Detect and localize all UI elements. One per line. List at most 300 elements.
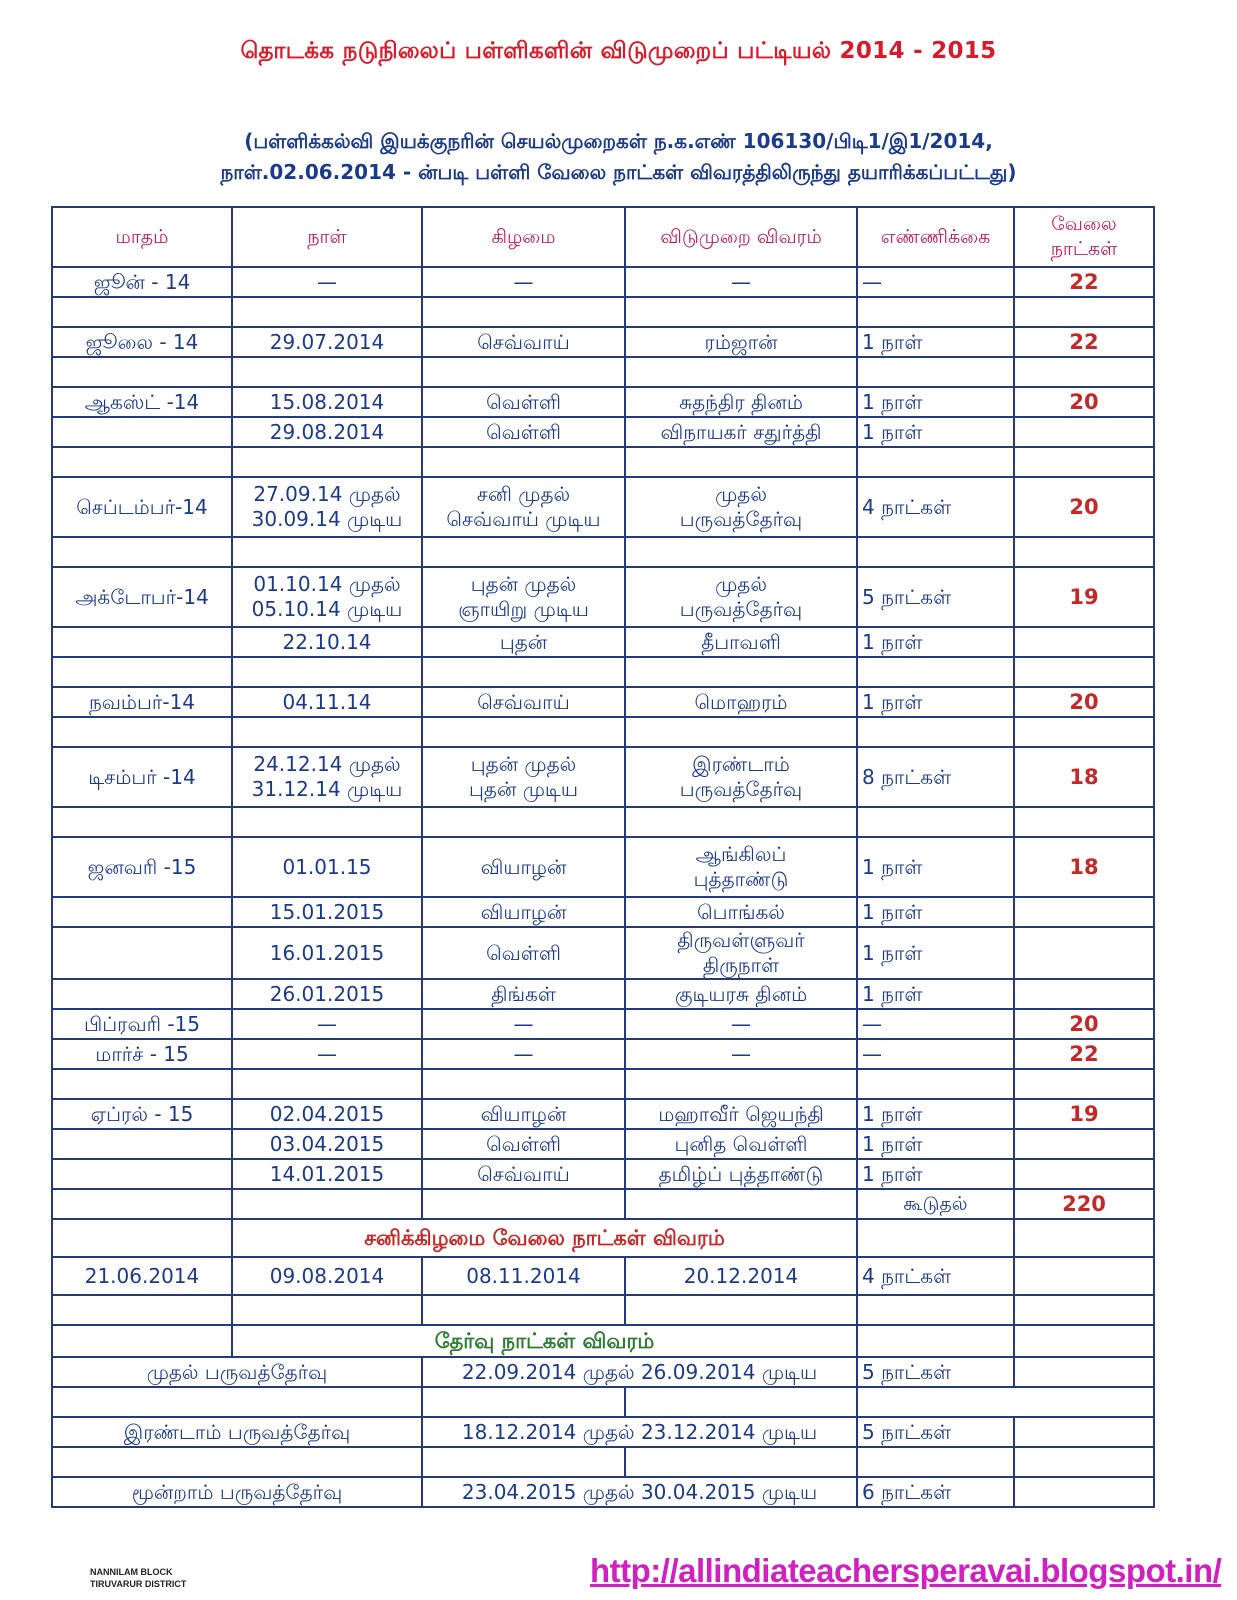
table-row — [52, 837, 1154, 897]
date-cell — [232, 807, 422, 837]
day-cell-text: வெள்ளி — [486, 1131, 561, 1156]
table-row — [52, 1099, 1154, 1129]
exam-name: மூன்றாம் பருவத்தேர்வு — [52, 1477, 422, 1507]
count-cell — [857, 567, 1014, 627]
month-cell — [52, 627, 232, 657]
count-cell-text: — — [862, 269, 882, 294]
holiday-cell-text-2: புத்தாண்டு — [693, 867, 789, 891]
day-cell-text-2: புதன் முடிய — [469, 777, 578, 801]
day-cell — [422, 1099, 625, 1129]
count-cell-text: 1 நாள் — [862, 389, 923, 414]
table-row — [52, 267, 1154, 297]
count-cell-text: 1 நாள் — [862, 689, 923, 714]
holiday-cell — [625, 717, 857, 747]
holiday-cell — [625, 1099, 857, 1129]
workdays-cell — [1014, 717, 1154, 747]
holiday-cell — [625, 1159, 857, 1189]
saturday-heading: சனிக்கிழமை வேலை நாட்கள் விவரம் — [232, 1219, 857, 1257]
workdays-cell-text: 22 — [1069, 1041, 1099, 1066]
month-cell — [52, 1009, 232, 1039]
workdays-cell — [1014, 747, 1154, 807]
workdays-cell — [1014, 979, 1154, 1009]
workdays-cell — [1014, 387, 1154, 417]
date-cell — [232, 267, 422, 297]
saturday-date: 08.11.2014 — [422, 1257, 625, 1295]
holiday-cell — [625, 897, 857, 927]
exam-row — [52, 1417, 1154, 1447]
holiday-cell — [625, 657, 857, 687]
month-cell — [52, 927, 232, 979]
holiday-cell-text: முதல் — [715, 572, 767, 596]
empty-cell — [422, 1189, 625, 1219]
table-row — [52, 747, 1154, 807]
empty-cell — [625, 1295, 857, 1325]
date-cell-text: 01.01.15 — [282, 854, 372, 879]
count-cell — [857, 627, 1014, 657]
footer-url-link[interactable]: http://allindiateachersperavai.blogspot.in/ — [590, 1552, 1222, 1589]
exams-heading-row — [52, 1325, 1154, 1357]
date-cell — [232, 1159, 422, 1189]
holiday-cell — [625, 537, 857, 567]
day-cell — [422, 417, 625, 447]
exam-count: 5 நாட்கள் — [857, 1417, 1014, 1447]
holiday-cell — [625, 297, 857, 327]
exam-name: இரண்டாம் பருவத்தேர்வு — [52, 1417, 422, 1447]
holiday-cell — [625, 1069, 857, 1099]
header-date: நாள் — [232, 207, 422, 267]
month-cell — [52, 1039, 232, 1069]
count-cell-text: 1 நாள் — [862, 1131, 923, 1156]
empty-cell — [625, 1387, 857, 1417]
workdays-cell — [1014, 1039, 1154, 1069]
workdays-cell — [1014, 897, 1154, 927]
workdays-cell — [1014, 357, 1154, 387]
total-row — [52, 1189, 1154, 1219]
day-cell-text: வியாழன் — [480, 899, 567, 924]
table-row — [52, 447, 1154, 477]
exam-row — [52, 1357, 1154, 1387]
holiday-cell — [625, 687, 857, 717]
footer-organization — [90, 1566, 186, 1590]
workdays-cell — [1014, 657, 1154, 687]
count-cell — [857, 807, 1014, 837]
date-cell-text: 29.08.2014 — [269, 419, 385, 444]
workdays-cell-text: 20 — [1069, 494, 1099, 519]
empty-cell — [857, 1387, 1154, 1417]
date-cell — [232, 327, 422, 357]
table-row — [52, 687, 1154, 717]
holiday-cell — [625, 387, 857, 417]
table-row — [52, 1009, 1154, 1039]
holiday-cell — [625, 567, 857, 627]
table-row — [52, 657, 1154, 687]
holiday-cell-text: முதல் — [715, 482, 767, 506]
day-cell — [422, 979, 625, 1009]
month-cell — [52, 1099, 232, 1129]
month-cell — [52, 417, 232, 447]
holiday-cell-text: தமிழ்ப் புத்தாண்டு — [658, 1161, 824, 1186]
empty-cell — [1014, 1477, 1154, 1507]
empty-cell — [232, 1295, 422, 1325]
table-row — [52, 627, 1154, 657]
date-cell — [232, 897, 422, 927]
count-cell — [857, 267, 1014, 297]
date-cell-text: 14.01.2015 — [269, 1161, 385, 1186]
date-cell — [232, 837, 422, 897]
workdays-cell — [1014, 537, 1154, 567]
table-row — [52, 327, 1154, 357]
month-cell — [52, 537, 232, 567]
day-cell-text: புதன் — [499, 629, 548, 654]
table-row — [52, 897, 1154, 927]
empty-cell — [422, 1447, 625, 1477]
date-cell — [232, 447, 422, 477]
workdays-cell — [1014, 687, 1154, 717]
day-cell — [422, 927, 625, 979]
day-cell-text: திங்கள் — [491, 981, 556, 1006]
day-cell — [422, 477, 625, 537]
day-cell — [422, 327, 625, 357]
count-cell — [857, 1039, 1014, 1069]
table-row — [52, 807, 1154, 837]
day-cell — [422, 537, 625, 567]
workdays-cell — [1014, 1099, 1154, 1129]
workdays-cell — [1014, 1069, 1154, 1099]
date-cell-text: 04.11.14 — [282, 689, 372, 714]
day-cell — [422, 747, 625, 807]
document-title: தொடக்க நடுநிலைப் பள்ளிகளின் விடுமுறைப் பட்டியல் 2014 - 2015 — [240, 38, 997, 64]
table-row — [52, 357, 1154, 387]
total-value: 220 — [1014, 1189, 1154, 1219]
date-cell — [232, 477, 422, 537]
workdays-cell — [1014, 837, 1154, 897]
table-row — [52, 1129, 1154, 1159]
empty-cell — [52, 1387, 422, 1417]
count-cell-text: 1 நாள் — [862, 329, 923, 354]
count-cell-text: 1 நாள் — [862, 629, 923, 654]
holiday-cell — [625, 627, 857, 657]
count-cell — [857, 979, 1014, 1009]
count-cell-text: 1 நாள் — [862, 854, 923, 879]
empty-cell — [422, 1295, 625, 1325]
holiday-cell — [625, 1129, 857, 1159]
count-cell-text: 4 நாட்கள் — [862, 494, 952, 519]
date-cell-text: 03.04.2015 — [269, 1131, 385, 1156]
total-label: கூடுதல் — [857, 1189, 1014, 1219]
holiday-cell-text: தீபாவளி — [701, 629, 781, 654]
count-cell — [857, 927, 1014, 979]
count-cell-text: 1 நாள் — [862, 899, 923, 924]
date-cell-text: 26.01.2015 — [269, 981, 385, 1006]
date-cell-text-2: 30.09.14 முடிய — [251, 507, 403, 531]
table-row — [52, 417, 1154, 447]
month-cell-text: ஏப்ரல் - 15 — [90, 1101, 194, 1126]
day-cell — [422, 717, 625, 747]
month-cell — [52, 979, 232, 1009]
holiday-cell-text: புனித வெள்ளி — [674, 1131, 808, 1156]
empty-cell — [1014, 1357, 1154, 1387]
date-cell — [232, 537, 422, 567]
workdays-cell-text: 22 — [1069, 269, 1099, 294]
date-cell-text: — — [317, 269, 337, 294]
exam-count: 5 நாட்கள் — [857, 1357, 1014, 1387]
workdays-cell-text: 19 — [1069, 584, 1099, 609]
count-cell — [857, 897, 1014, 927]
holiday-cell-text: சுதந்திர தினம் — [679, 389, 803, 414]
count-cell — [857, 327, 1014, 357]
month-cell — [52, 387, 232, 417]
count-cell — [857, 537, 1014, 567]
day-cell — [422, 837, 625, 897]
workdays-cell — [1014, 927, 1154, 979]
workdays-cell — [1014, 807, 1154, 837]
day-cell-text: வெள்ளி — [486, 419, 561, 444]
exam-name: முதல் பருவத்தேர்வு — [52, 1357, 422, 1387]
count-cell — [857, 1099, 1014, 1129]
date-cell-text: 29.07.2014 — [269, 329, 385, 354]
table-row — [52, 717, 1154, 747]
month-cell — [52, 807, 232, 837]
header-holiday: விடுமுறை விவரம் — [625, 207, 857, 267]
day-cell-text-2: ஞாயிறு முடிய — [458, 597, 589, 621]
holiday-cell — [625, 837, 857, 897]
date-cell-text-2: 05.10.14 முடிய — [251, 597, 403, 621]
empty-cell — [1014, 1295, 1154, 1325]
empty-cell — [1014, 1257, 1154, 1295]
day-cell — [422, 687, 625, 717]
date-cell — [232, 927, 422, 979]
workdays-cell-text: 18 — [1069, 764, 1099, 789]
date-cell — [232, 1069, 422, 1099]
date-cell — [232, 747, 422, 807]
empty-cell — [857, 1325, 1014, 1357]
day-cell-text: — — [513, 1011, 534, 1036]
count-cell-text: 5 நாட்கள் — [862, 584, 952, 609]
exam-range: 22.09.2014 முதல் 26.09.2014 முடிய — [422, 1357, 857, 1387]
month-cell — [52, 327, 232, 357]
empty-cell — [52, 1189, 232, 1219]
header-month: மாதம் — [52, 207, 232, 267]
count-cell — [857, 387, 1014, 417]
count-cell-text: — — [862, 1041, 882, 1066]
footer-org-line1: NANNILAM BLOCK — [90, 1567, 173, 1577]
holiday-cell — [625, 747, 857, 807]
day-cell — [422, 627, 625, 657]
day-cell — [422, 387, 625, 417]
empty-cell — [625, 1189, 857, 1219]
empty-cell — [1014, 1219, 1154, 1257]
saturday-date: 09.08.2014 — [232, 1257, 422, 1295]
count-cell-text: 1 நாள் — [862, 1161, 923, 1186]
holiday-cell — [625, 1039, 857, 1069]
empty-cell — [857, 1295, 1014, 1325]
holiday-cell-text: — — [731, 1041, 751, 1066]
workdays-cell — [1014, 327, 1154, 357]
table-row — [52, 1159, 1154, 1189]
count-cell — [857, 417, 1014, 447]
count-cell — [857, 357, 1014, 387]
workdays-cell — [1014, 1159, 1154, 1189]
saturday-count: 4 நாட்கள் — [857, 1257, 1014, 1295]
workdays-cell-text: 20 — [1069, 689, 1099, 714]
subtitle-line-1: (பள்ளிக்கல்வி இயக்குநரின் செயல்முறைகள் ந.க.எண் 106130/பிடி1/இ1/2014, — [244, 129, 993, 153]
workdays-cell-text: 20 — [1069, 389, 1099, 414]
footer-org-line2: TIRUVARUR DISTRICT — [90, 1579, 187, 1589]
count-cell — [857, 297, 1014, 327]
workdays-cell — [1014, 297, 1154, 327]
date-cell — [232, 417, 422, 447]
month-cell — [52, 267, 232, 297]
saturday-heading-row — [52, 1219, 1154, 1257]
date-cell — [232, 1039, 422, 1069]
month-cell — [52, 357, 232, 387]
date-cell — [232, 567, 422, 627]
holiday-cell — [625, 327, 857, 357]
holiday-cell-text-2: திருநாள் — [702, 953, 780, 977]
date-cell — [232, 979, 422, 1009]
date-cell-text: — — [317, 1011, 337, 1036]
day-cell — [422, 657, 625, 687]
day-cell-text: செவ்வாய் — [477, 1161, 570, 1186]
date-cell-text: 22.10.14 — [282, 629, 372, 654]
date-cell-text: — — [317, 1041, 337, 1066]
date-cell-text: 27.09.14 முதல் — [253, 482, 401, 506]
workdays-cell-text: 20 — [1069, 1011, 1099, 1036]
day-cell-text: செவ்வாய் — [477, 689, 570, 714]
count-cell-text: 1 நாள் — [862, 419, 923, 444]
month-cell — [52, 837, 232, 897]
holiday-cell — [625, 357, 857, 387]
empty-cell — [1014, 1417, 1154, 1447]
saturday-dates-row — [52, 1257, 1154, 1295]
month-cell-text: ஜூலை - 14 — [85, 329, 199, 354]
date-cell — [232, 627, 422, 657]
empty-cell — [1014, 1325, 1154, 1357]
date-cell-text: 24.12.14 முதல் — [253, 752, 401, 776]
day-cell-text: வியாழன் — [480, 854, 567, 879]
count-cell — [857, 687, 1014, 717]
empty-cell — [232, 1189, 422, 1219]
date-cell-text: 16.01.2015 — [269, 940, 385, 965]
count-cell-text: 1 நாள் — [862, 981, 923, 1006]
month-cell — [52, 1129, 232, 1159]
holiday-cell-text: மொஹரம் — [694, 689, 788, 714]
table-row — [52, 927, 1154, 979]
day-cell-text: சனி முதல் — [476, 482, 571, 506]
count-cell — [857, 717, 1014, 747]
count-cell-text: 1 நாள் — [862, 1101, 923, 1126]
holiday-cell — [625, 1009, 857, 1039]
exam-row — [52, 1477, 1154, 1507]
count-cell — [857, 657, 1014, 687]
month-cell — [52, 897, 232, 927]
day-cell — [422, 297, 625, 327]
workdays-cell-text: 22 — [1069, 329, 1099, 354]
month-cell — [52, 687, 232, 717]
empty-cell — [857, 1219, 1014, 1257]
count-cell — [857, 477, 1014, 537]
empty-cell — [1014, 1447, 1154, 1477]
empty-cell — [52, 1295, 232, 1325]
header-workdays-line2: நாட்கள் — [1050, 238, 1118, 260]
month-cell — [52, 297, 232, 327]
empty-cell — [52, 1447, 422, 1477]
workdays-cell — [1014, 477, 1154, 537]
month-cell-text: ஆகஸ்ட் -14 — [84, 389, 200, 414]
month-cell-text: செப்டம்பர்-14 — [76, 494, 208, 519]
count-cell — [857, 1009, 1014, 1039]
holiday-cell-text: — — [731, 269, 751, 294]
holiday-cell — [625, 807, 857, 837]
table-row — [52, 387, 1154, 417]
workdays-cell — [1014, 567, 1154, 627]
holiday-cell-text-2: பருவத்தேர்வு — [679, 507, 803, 531]
workdays-cell — [1014, 417, 1154, 447]
day-cell — [422, 1129, 625, 1159]
month-cell — [52, 747, 232, 807]
saturday-date: 20.12.2014 — [625, 1257, 857, 1295]
holiday-cell-text: பொங்கல் — [697, 899, 785, 924]
count-cell — [857, 747, 1014, 807]
day-cell — [422, 567, 625, 627]
empty-cell — [625, 1447, 857, 1477]
workdays-cell — [1014, 627, 1154, 657]
count-cell-text: 1 நாள் — [862, 940, 923, 965]
month-cell — [52, 477, 232, 537]
month-cell — [52, 717, 232, 747]
count-cell-text: 8 நாட்கள் — [862, 764, 952, 789]
day-cell — [422, 1009, 625, 1039]
month-cell — [52, 657, 232, 687]
holiday-cell-text-2: பருவத்தேர்வு — [679, 777, 803, 801]
day-cell — [422, 267, 625, 297]
holiday-cell — [625, 927, 857, 979]
month-cell-text: நவம்பர்-14 — [88, 689, 196, 714]
count-cell — [857, 1159, 1014, 1189]
table-row — [52, 477, 1154, 537]
header-day: கிழமை — [422, 207, 625, 267]
holiday-cell — [625, 979, 857, 1009]
holiday-cell — [625, 417, 857, 447]
table-row — [52, 1069, 1154, 1099]
date-cell-text-2: 31.12.14 முடிய — [251, 777, 403, 801]
count-cell — [857, 837, 1014, 897]
month-cell — [52, 1159, 232, 1189]
month-cell — [52, 1069, 232, 1099]
date-cell — [232, 357, 422, 387]
holiday-cell-text: — — [731, 1011, 751, 1036]
table-row — [52, 979, 1154, 1009]
day-cell — [422, 357, 625, 387]
month-cell-text: அக்டோபர்-14 — [75, 584, 209, 609]
holiday-table — [51, 206, 1155, 1508]
table-row — [52, 567, 1154, 627]
holiday-cell — [625, 447, 857, 477]
workdays-cell — [1014, 267, 1154, 297]
subtitle-line-2: நாள்.02.06.2014 - ன்படி பள்ளி வேலை நாட்கள் விவரத்திலிருந்து தயாரிக்கப்பட்டது) — [220, 160, 1017, 184]
empty-cell — [52, 1325, 232, 1357]
date-cell-text: 15.08.2014 — [269, 389, 385, 414]
workdays-cell-text: 19 — [1069, 1101, 1099, 1126]
exam-range: 23.04.2015 முதல் 30.04.2015 முடிய — [422, 1477, 857, 1507]
date-cell — [232, 1009, 422, 1039]
date-cell — [232, 387, 422, 417]
day-cell-text: வியாழன் — [480, 1101, 567, 1126]
empty-cell — [857, 1447, 1014, 1477]
day-cell-text: வெள்ளி — [486, 940, 561, 965]
holiday-cell-text: குடியரசு தினம் — [674, 981, 808, 1006]
holiday-cell-text-2: பருவத்தேர்வு — [679, 597, 803, 621]
